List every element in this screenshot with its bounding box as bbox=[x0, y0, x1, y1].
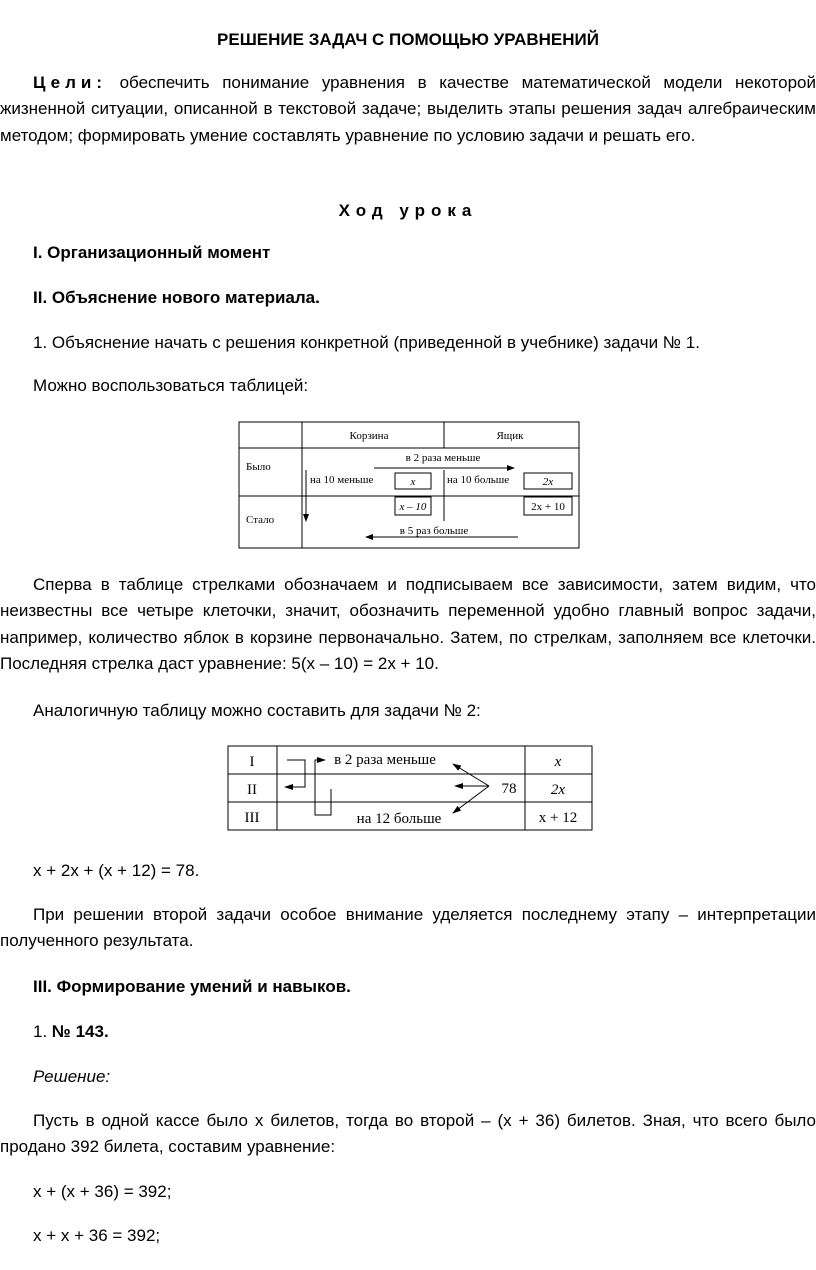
value-x: x bbox=[554, 754, 562, 770]
row-was-label: Было bbox=[246, 461, 271, 473]
row-became-label: Стало bbox=[246, 514, 275, 526]
section-heading-2: II. Объяснение нового материала. bbox=[33, 288, 320, 307]
interpretation-paragraph: При решении второй задачи особое внимание уделяется последнему этапу – интерпретации полученного результата. bbox=[0, 905, 816, 951]
problem1-table bbox=[238, 421, 581, 551]
equation-table2: x + 2x + (x + 12) = 78. bbox=[33, 861, 200, 880]
equation-1: x + (x + 36) = 392; bbox=[33, 1182, 172, 1201]
goals-paragraph bbox=[0, 70, 816, 149]
goals-text: обеспечить понимание уравнения в качестве математической модели некоторой жизненной ситуации, описанной в текстовой задаче; выделить этапы решения задач алгебраическим методом; формировать умение составлять уравнение по условию задачи и решать его. bbox=[0, 73, 816, 145]
lesson-heading: Ход урока bbox=[338, 201, 478, 220]
value-x-plus-12: x + 12 bbox=[538, 810, 578, 826]
problem2-table bbox=[227, 745, 595, 833]
less10-label: на 10 меньше bbox=[310, 474, 374, 486]
row-I-label: I bbox=[249, 754, 255, 770]
col-box-label: Ящик bbox=[496, 430, 524, 442]
row-II-label: II bbox=[247, 782, 257, 798]
similar-table-intro: Аналогичную таблицу можно составить для задачи № 2: bbox=[33, 701, 481, 720]
cell-x: x bbox=[410, 476, 416, 488]
arrow-bottom-label: в 5 раз больше bbox=[399, 525, 469, 537]
solution-paragraph: Пусть в одной кассе было x билетов, тогда во второй – (x + 36) билетов. Зная, что всего было продано 392 билета, составим уравнение: bbox=[0, 1111, 816, 1157]
table-intro: Можно воспользоваться таблицей: bbox=[33, 376, 309, 395]
explain-paragraph: 1. Объяснение начать с решения конкретной (приведенной в учебнике) задачи № 1. bbox=[33, 333, 700, 352]
section-heading-1: I. Организационный момент bbox=[33, 243, 271, 262]
task-label: № 143. bbox=[51, 1022, 109, 1041]
cell-2x: 2x bbox=[542, 476, 554, 488]
arrow-top-label: в 2 раза меньше bbox=[405, 452, 481, 464]
task-line bbox=[33, 1019, 813, 1045]
less2-label: в 2 раза меньше bbox=[334, 752, 436, 768]
total-78-label: 78 bbox=[501, 781, 517, 797]
cell-2x-plus-10: 2x + 10 bbox=[531, 501, 565, 513]
value-2x: 2x bbox=[550, 782, 566, 798]
page-title: РЕШЕНИЕ ЗАДАЧ С ПОМОЩЬЮ УРАВНЕНИЙ bbox=[217, 30, 599, 49]
row-III-label: III bbox=[244, 810, 260, 826]
equation-2: x + x + 36 = 392; bbox=[33, 1226, 161, 1245]
more10-label: на 10 больше bbox=[447, 474, 510, 486]
section-heading-3: III. Формирование умений и навыков. bbox=[33, 977, 351, 996]
cell-x-minus-10: x – 10 bbox=[399, 501, 427, 513]
col-basket-label: Корзина bbox=[349, 430, 389, 442]
goals-label: Цели: bbox=[33, 73, 107, 92]
more12-label: на 12 больше bbox=[356, 811, 442, 827]
task-number: 1. bbox=[33, 1022, 48, 1041]
first-method-paragraph: Сперва в таблице стрелками обозначаем и подписываем все зависимости, затем видим, что неизвестны все четыре клеточки, значит, обозначить переменной удобно главный вопрос задачи, например, количество яблок в корзине первоначально. Затем, по стрелкам, заполняем все клеточки. Последняя стрелка даст уравнение: 5(x – 10) = 2x + 10. bbox=[0, 575, 816, 674]
solution-label: Решение: bbox=[33, 1067, 111, 1086]
